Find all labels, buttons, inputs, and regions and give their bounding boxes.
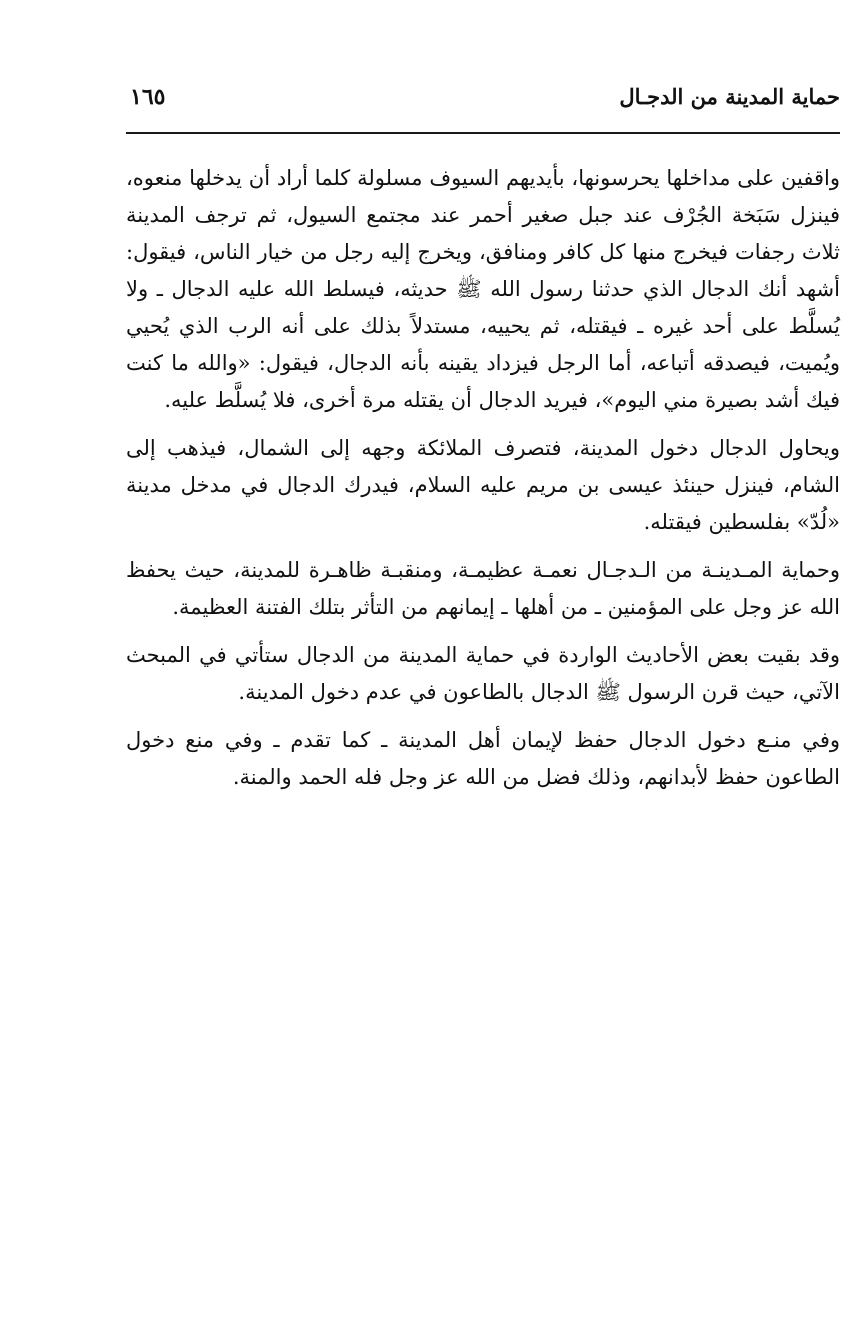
page-number: ١٦٥: [130, 84, 166, 110]
paragraph: ويحاول الدجال دخول المدينة، فتصرف الملائكة وجهه إلى الشمال، فيذهب إلى الشام، فينزل حينئذ عيسى بن مريم عليه السلام، فيدرك الدجال في مدخل مدينة «لُدّ» بفلسطين فيقتله.: [126, 436, 840, 534]
running-header: [126, 80, 840, 126]
body-text: [126, 160, 840, 807]
paragraph: وقد بقيت بعض الأحاديث الواردة في حماية المدينة من الدجال ستأتي في المبحث الآتي، حيث قرن الرسول ﷺ الدجال بالطاعون في عدم دخول المدينة.: [126, 643, 840, 704]
paragraph: وفي منـع دخول الدجال حفظ لإيمان أهل المدينة ـ كما تقدم ـ وفي منع دخول الطاعون حفظ لأبدانهم، وذلك فضل من الله عز وجل فله الحمد والمنة.: [126, 728, 840, 789]
header-rule: [126, 132, 840, 134]
paragraph: وحماية المـدينـة من الـدجـال نعمـة عظيمـة، ومنقبـة ظاهـرة للمدينة، حيث يحفظ الله عز وجل على المؤمنين ـ من أهلها ـ إيمانهم من التأثر بتلك الفتنة العظيمة.: [126, 558, 840, 619]
paragraph: واقفين على مداخلها يحرسونها، بأيديهم السيوف مسلولة كلما أراد أن يدخلها منعوه، فينزل سَبَخة الجُرْف عند جبل صغير أحمر عند مجتمع السيول، ثم ترجف المدينة ثلاث رجفات فيخرج منها كل كافر ومنافق، ويخرج إليه رجل من خيار الناس، فيقول: أشهد أنك الدجال الذي حدثنا رسول الله ﷺ حديثه، فيسلط الله عليه الدجال ـ ولا يُسلَّط على أحد غيره ـ فيقتله، ثم يحييه، مستدلاً بذلك على أنه الرب الذي يُحيي ويُميت، فيصدقه أتباعه، أما الرجل فيزداد يقينه بأنه الدجال، فيقول: «والله ما كنت فيك أشد بصيرة مني اليوم»، فيريد الدجال أن يقتله مرة أخرى، فلا يُسلَّط عليه.: [126, 166, 840, 412]
chapter-title: حماية المدينة من الدجـال: [619, 84, 840, 109]
